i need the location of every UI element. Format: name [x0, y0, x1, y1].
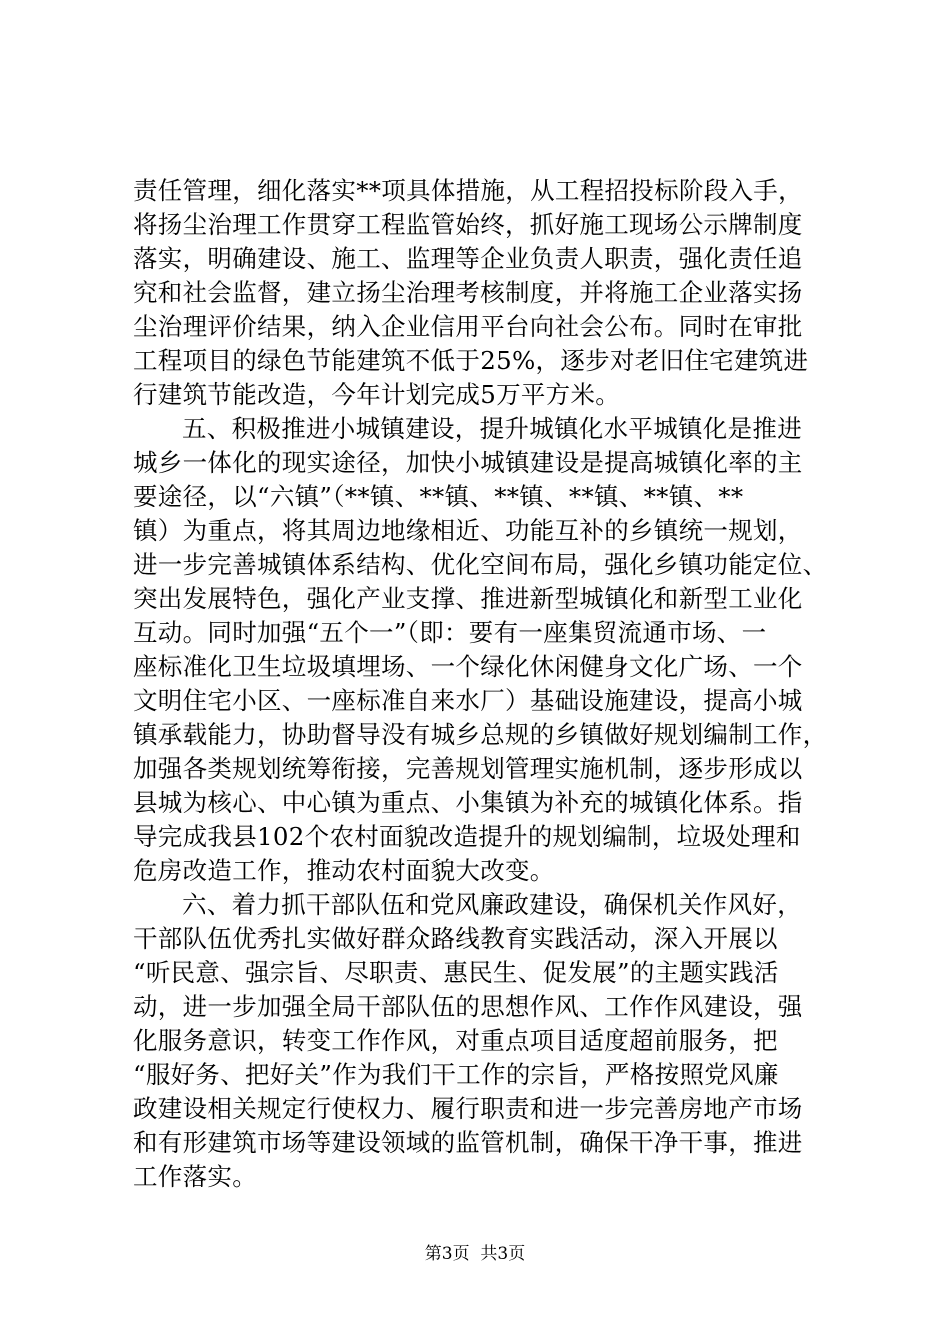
text-line: 加强各类规划统筹衔接，完善规划管理实施机制，逐步形成以	[133, 754, 803, 783]
text-line: 干部队伍优秀扎实做好群众路线教育实践活动，深入开展以	[133, 924, 778, 953]
section-five-first-line: 五、积极推进小城镇建设，提升城镇化水平城镇化是推进	[182, 414, 802, 443]
text-line: 责任管理，细化落实**项具体措施，从工程招投标阶段入手，	[133, 176, 803, 205]
text-line: 城乡一体化的现实途径，加快小城镇建设是提高城镇化率的主	[133, 448, 803, 477]
text-line: 镇承载能力，协助督导没有城乡总规的乡镇做好规划编制工作，	[133, 720, 828, 749]
text-line: 化服务意识，转变工作作风，对重点项目适度超前服务，把	[133, 1026, 778, 1055]
text-line: 要途径，以“六镇”（**镇、**镇、**镇、**镇、**镇、**	[133, 482, 744, 511]
page-number-footer: 第3页 共3页	[424, 1244, 526, 1264]
text-line: 座标准化卫生垃圾填埋场、一个绿化休闲健身文化广场、一个	[133, 652, 803, 681]
text-line: 危房改造工作，推动农村面貌大改变。	[133, 856, 555, 885]
text-line: 尘治理评价结果，纳入企业信用平台向社会公布。同时在审批	[133, 312, 803, 341]
text-line: 动，进一步加强全局干部队伍的思想作风、工作作风建设，强	[133, 992, 803, 1021]
text-line: 导完成我县102个农村面貌改造提升的规划编制，垃圾处理和	[133, 822, 801, 851]
text-line: 县城为核心、中心镇为重点、小集镇为补充的城镇化体系。指	[133, 788, 803, 817]
text-line: 工作落实。	[133, 1162, 257, 1191]
text-line: 落实，明确建设、施工、监理等企业负责人职责，强化责任追	[133, 244, 803, 273]
text-line: “服好务、把好关”作为我们干工作的宗旨，严格按照党风廉	[133, 1060, 779, 1089]
text-line: “听民意、强宗旨、尽职责、惠民生、促发展”的主题实践活	[133, 958, 779, 987]
text-line: 政建设相关规定行使权力、履行职责和进一步完善房地产市场	[133, 1094, 803, 1123]
text-line: 互动。同时加强“五个一”（即：要有一座集贸流通市场、一	[133, 618, 767, 647]
text-line: 文明住宅小区、一座标准自来水厂）基础设施建设，提高小城	[133, 686, 803, 715]
text-line: 行建筑节能改造，今年计划完成5万平方米。	[133, 380, 621, 409]
text-line: 镇）为重点，将其周边地缘相近、功能互补的乡镇统一规划，	[133, 516, 803, 545]
text-line: 工程项目的绿色节能建筑不低于25%，逐步对老旧住宅建筑进	[133, 346, 809, 375]
text-line: 将扬尘治理工作贯穿工程监管始终，抓好施工现场公示牌制度	[133, 210, 803, 239]
section-six-first-line: 六、着力抓干部队伍和党风廉政建设，确保机关作风好，	[182, 890, 802, 919]
text-line: 和有形建筑市场等建设领域的监管机制，确保干净干事，推进	[133, 1128, 803, 1157]
text-line: 究和社会监督，建立扬尘治理考核制度，并将施工企业落实扬	[133, 278, 803, 307]
text-line: 进一步完善城镇体系结构、优化空间布局，强化乡镇功能定位、	[133, 550, 828, 579]
text-line: 突出发展特色，强化产业支撑、推进新型城镇化和新型工业化	[133, 584, 803, 613]
